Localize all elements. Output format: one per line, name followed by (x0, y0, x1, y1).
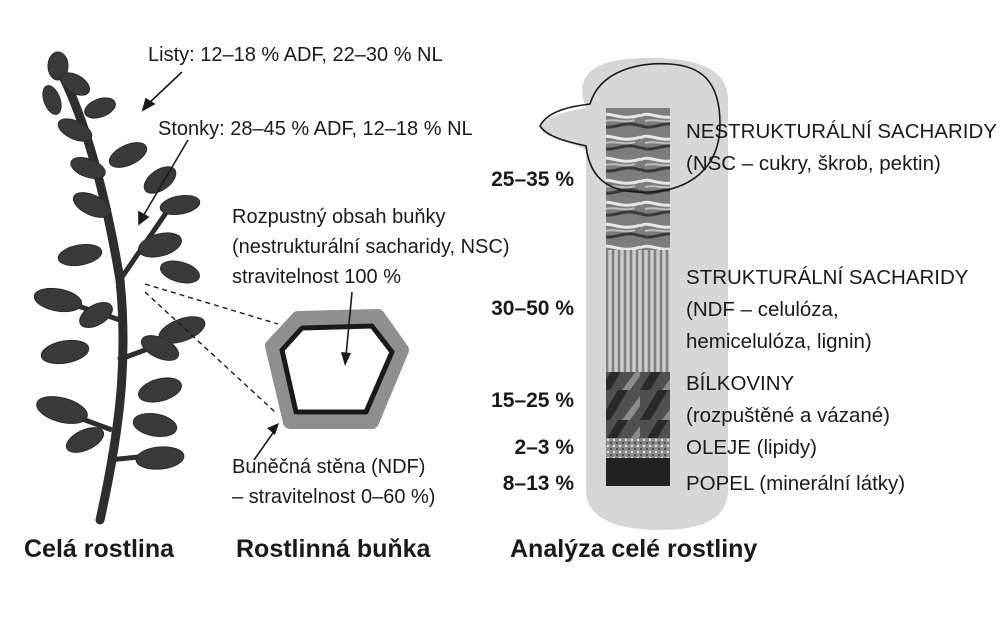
soluble-content-line-2: (nestrukturální sacharidy, NSC) (232, 236, 510, 258)
soluble-content-line-1: Rozpustný obsah buňky (232, 206, 446, 228)
layer-title-ash: POPEL (minerální látky) (686, 472, 906, 495)
layer-swatch-structural (606, 250, 670, 372)
cell-wall-line-1: Buněčná stěna (NDF) (232, 456, 426, 478)
leaves-label: Listy: 12–18 % ADF, 22–30 % NL (148, 44, 443, 66)
stems-label: Stonky: 28–45 % ADF, 12–18 % NL (158, 118, 473, 140)
soluble-content-line-3: stravitelnost 100 % (232, 266, 401, 288)
layer-detail-structural-2: hemicelulóza, lignin) (686, 330, 872, 353)
layer-title-structural: STRUKTURÁLNÍ SACHARIDY (686, 266, 969, 289)
layer-detail-protein: (rozpuštěné a vázané) (686, 404, 890, 427)
layer-percent-protein: 15–25 % (491, 389, 574, 412)
caption-whole-plant: Celá rostlina (24, 535, 175, 563)
layer-swatch-ash (606, 458, 670, 486)
layer-swatch-nsc (606, 108, 670, 250)
cell-wall-line-2: – stravitelnost 0–60 %) (232, 486, 436, 508)
layer-percent-ash: 8–13 % (502, 472, 574, 495)
plant-cell (254, 292, 402, 460)
layer-title-oils: OLEJE (lipidy) (686, 436, 818, 459)
layer-title-protein: BÍLKOVINY (686, 372, 795, 395)
layer-swatch-protein (606, 372, 670, 438)
layer-detail-nsc: (NSC – cukry, škrob, pektin) (686, 152, 941, 175)
layer-detail-structural-1: (NDF – celulóza, (686, 298, 839, 321)
layer-percent-structural: 30–50 % (491, 297, 574, 320)
layer-percent-nsc: 25–35 % (491, 168, 574, 191)
layer-title-nsc: NESTRUKTURÁLNÍ SACHARIDY (686, 120, 997, 143)
layer-swatch-oils (606, 438, 670, 458)
caption-plant-cell: Rostlinná buňka (236, 535, 431, 563)
caption-analysis: Analýza celé rostliny (510, 535, 758, 563)
layer-percent-oils: 2–3 % (514, 436, 574, 459)
